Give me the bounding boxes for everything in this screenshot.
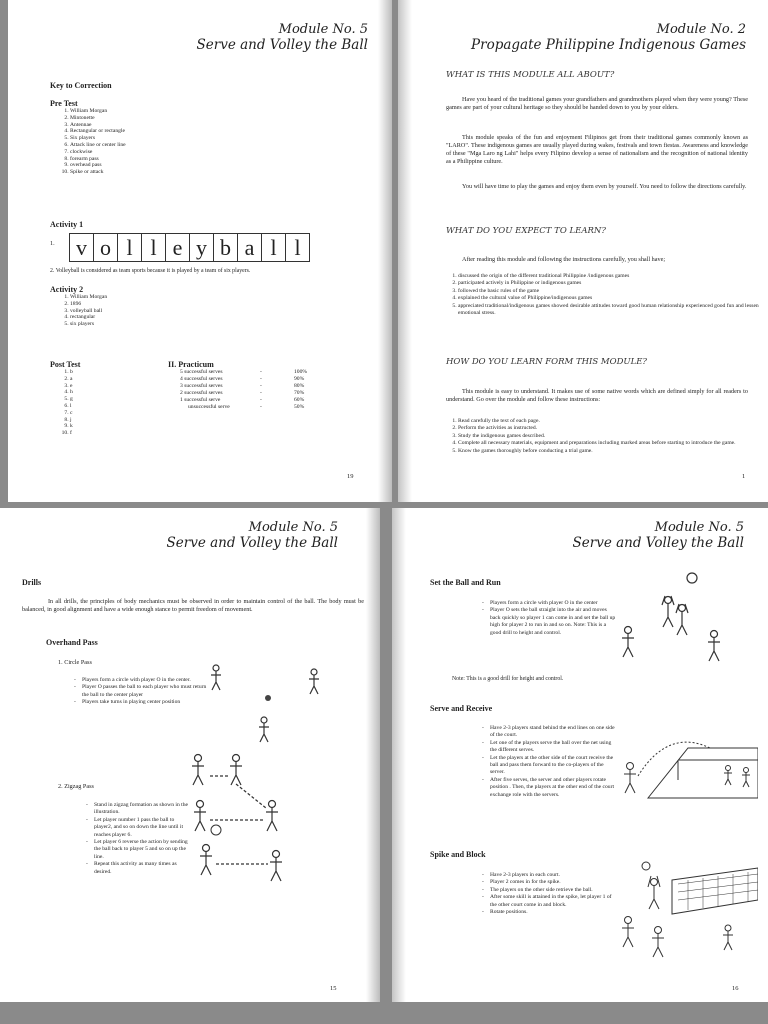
- key-title: Key to Correction: [50, 81, 112, 90]
- player-figure: [194, 801, 206, 832]
- page-number: 19: [347, 473, 354, 480]
- page-drills: [0, 508, 380, 1002]
- practicum-title: II. Practicum: [168, 360, 214, 369]
- setball-list: - Players form a circle with player O in the center - Player O sets the ball straight into the air and moves back quickly so player 1 can come in and set the ball up high for player 2 to run in and so on. Note: This is a good drill to height and control.: [478, 600, 618, 637]
- player-figure: [230, 755, 242, 786]
- ball-icon: [642, 862, 650, 870]
- practicum-row: 4 successful serves - 90%: [180, 376, 305, 382]
- player-figure: [724, 766, 732, 786]
- circle-pass-title: 1. Circle Pass: [58, 659, 92, 666]
- instructions-list: 1. Read carefully the text of each page. 2. Perform the activities as instructed. 3. Study the indigenous games described. 4. Complete all necessary materials, equipment and preparations including marked areas before starting to introduce the game. 5. Know the games thoroughly before conducting a trial game.: [440, 418, 766, 455]
- note-text: Note: This is a good drill for height and control.: [452, 676, 564, 682]
- pretest-list: 1. William Morgan 2. Mintonette 3. Antennae 4. Rectangular or rectangle 5. Six players 6. Attack line or center line 7. clockwise 8. forearm pass 9. overhead pass 10. Spike or attack: [50, 108, 220, 176]
- player-figure: [270, 851, 282, 882]
- letter-box: o: [93, 233, 118, 262]
- page-fold-shadow: [366, 508, 380, 1002]
- section-heading: WHAT IS THIS MODULE ALL ABOUT?: [446, 70, 615, 80]
- module-header: Module No. 5 Serve and Volley the Ball: [166, 520, 338, 551]
- player-figure: [723, 925, 733, 950]
- activity2-list: 1. William Morgan 2. 1896 3. volleyball ball 4. rectangular 5. six players: [50, 294, 220, 328]
- pass-arrow: [210, 776, 268, 864]
- page-fold-shadow: [398, 0, 412, 502]
- player-figure: [662, 596, 674, 627]
- paragraph: This module is easy to understand. It makes use of some native words which are defined simply for all readers to understand. Go over the module and follow these instructions:: [446, 388, 748, 403]
- player-figure: [309, 669, 319, 694]
- player-figure: [624, 763, 636, 794]
- player-figure: [742, 768, 750, 788]
- spike-block-illustration: [618, 858, 758, 978]
- practicum-row: 3 successful serves - 80%: [180, 383, 305, 389]
- volleyball-word-boxes: [70, 233, 310, 262]
- activity1-title: Activity 1: [50, 220, 84, 229]
- letter-box: l: [285, 233, 310, 262]
- activity1-item2: 2. Volleyball is considered as team sports because it is played by a team of six players.: [50, 268, 251, 274]
- page-number: 15: [330, 985, 337, 992]
- circle-pass-list: - Players form a circle with player O in the center. - Player O passes the ball to each player who must return the ball to the center player - Players take turns in playing center position: [70, 677, 212, 707]
- ball-icon: [687, 573, 697, 583]
- letter-box: y: [189, 233, 214, 262]
- zigzag-pass-list: - Stand in zigzag formation as shown in the illustration. - Let player number 1 pass the ball to player2, and so on down the line until it reaches player 6. - Let player 6 reverse the action by sending the ball back to player 5 and so on up the line. - Repeat this activity as many times as desired.: [82, 802, 192, 876]
- module-header: Module No. 5 Serve and Volley the Ball: [572, 520, 744, 551]
- section-heading: WHAT DO YOU EXPECT TO LEARN?: [446, 226, 606, 236]
- activity1-number: 1.: [50, 240, 55, 247]
- ball-icon: [211, 825, 221, 835]
- activity2-title: Activity 2: [50, 285, 84, 294]
- player-figure: [266, 801, 278, 832]
- paragraph: This module speaks of the fun and enjoyment Filipinos get from their traditional games commonly known as "LARO". These indigenous games are usually played during wakes, festivals and town fiestas. Awareness and knowledge of these "Mga Laro ng Lahi" helps every Filipino develop a sense of nationalism and the recognition of national identity as a Philippine culture.: [446, 134, 748, 165]
- spike-list: - Have 2-3 players in each court. - Player 2 comes in for the spike. - The players on the other side retrieve the ball. - After some skill is attained in the spike, let player 1 of the other court come in and block. - Rotate positions.: [478, 872, 618, 916]
- module-header: Module No. 5 Serve and Volley the Ball: [196, 22, 368, 53]
- player-figure: [192, 755, 204, 786]
- page-number: 16: [732, 985, 739, 992]
- serve-arc: [638, 742, 710, 776]
- drills-title: Drills: [22, 578, 42, 587]
- player-figure: [622, 917, 634, 948]
- page-answer-key: [8, 0, 392, 502]
- court-lines: [648, 748, 758, 798]
- letter-box: a: [237, 233, 262, 262]
- player-figure: [259, 717, 269, 742]
- player-figure: [676, 604, 688, 635]
- letter-box: l: [261, 233, 286, 262]
- letter-box: l: [117, 233, 142, 262]
- pretest-title: Pre Test: [50, 99, 78, 108]
- spike-title: Spike and Block: [430, 850, 486, 859]
- player-figure: [708, 631, 720, 662]
- player-figure: [652, 927, 664, 958]
- practicum-row: 1 successful serve - 60%: [180, 397, 305, 403]
- drill-illustration: [180, 658, 340, 948]
- player-figure: [648, 876, 660, 909]
- page-drills-continued: [392, 508, 768, 1002]
- setball-illustration: [618, 568, 758, 698]
- drills-paragraph: In all drills, the principles of body mechanics must be observed in order to maintain control of the ball. The body must be balanced, in good alignment and have a wide enough stance to permit freedom of movement.: [22, 598, 364, 613]
- page-fold-shadow: [378, 0, 392, 502]
- player-figure: [622, 627, 634, 658]
- practicum-row: unsuccessful serve - 50%: [188, 404, 305, 410]
- module-header: Module No. 2 Propagate Philippine Indigenous Games: [471, 22, 746, 53]
- paragraph: After reading this module and following the instructions carefully, you shall have;: [462, 256, 666, 263]
- page-number: 1: [742, 473, 746, 480]
- player-figure: [200, 845, 212, 876]
- letter-box: e: [165, 233, 190, 262]
- paragraph: Have you heard of the traditional games your grandfathers and grandmothers played when they were young? These games are part of your cultural heritage so they should be handed down to you by your elders.: [446, 96, 748, 111]
- letter-box: l: [141, 233, 166, 262]
- page-fold-shadow: [392, 508, 406, 1002]
- posttest-title: Post Test: [50, 360, 81, 369]
- player-figure: [211, 665, 221, 690]
- practicum-row: 5 successful serves - 100%: [180, 369, 308, 375]
- serve-court-illustration: [618, 718, 758, 828]
- paragraph: You will have time to play the games and enjoy them even by yourself. You need to follow the directions carefully.: [462, 183, 747, 190]
- practicum-table: [180, 369, 330, 411]
- zigzag-pass-title: 2. Zigzag Pass: [58, 783, 94, 790]
- serve-list: - Have 2-3 players stand behind the end lines on one side of the court. - Let one of the players serve the ball over the net using the different serves. - Let the players at the other side of the court receive the ball and pass them forward to the co-players of the server. - After five serves, the server and other players rotate position . Then, the players at the other end of the court exchange role with the servers.: [478, 725, 618, 799]
- page-module-intro: [398, 0, 768, 502]
- letter-box: v: [69, 233, 94, 262]
- learning-objectives-list: 1. discussed the origin of the different traditional Philippine /indigenous games 2. participated actively in Philippine or indigenous games 3. followed the basic rules of the game 4. explained the cultural value of Philippine/indigenous games 5. appreciated traditional/indigenous games showed desirable attitudes toward good human relationship experienced good fun and lessen emotional stress.: [440, 273, 766, 317]
- overhand-title: Overhand Pass: [46, 638, 98, 647]
- serve-title: Serve and Receive: [430, 704, 493, 713]
- posttest-list: 1. b 2. a 3. e 4. h 5. g 6. l 7. c 8. j 9. k 10. f: [50, 369, 130, 437]
- section-heading: HOW DO YOU LEARN FORM THIS MODULE?: [446, 357, 647, 367]
- setball-title: Set the Ball and Run: [430, 578, 501, 587]
- practicum-row: 2 successful serves - 70%: [180, 390, 305, 396]
- ball-icon: [265, 695, 271, 701]
- letter-box: b: [213, 233, 238, 262]
